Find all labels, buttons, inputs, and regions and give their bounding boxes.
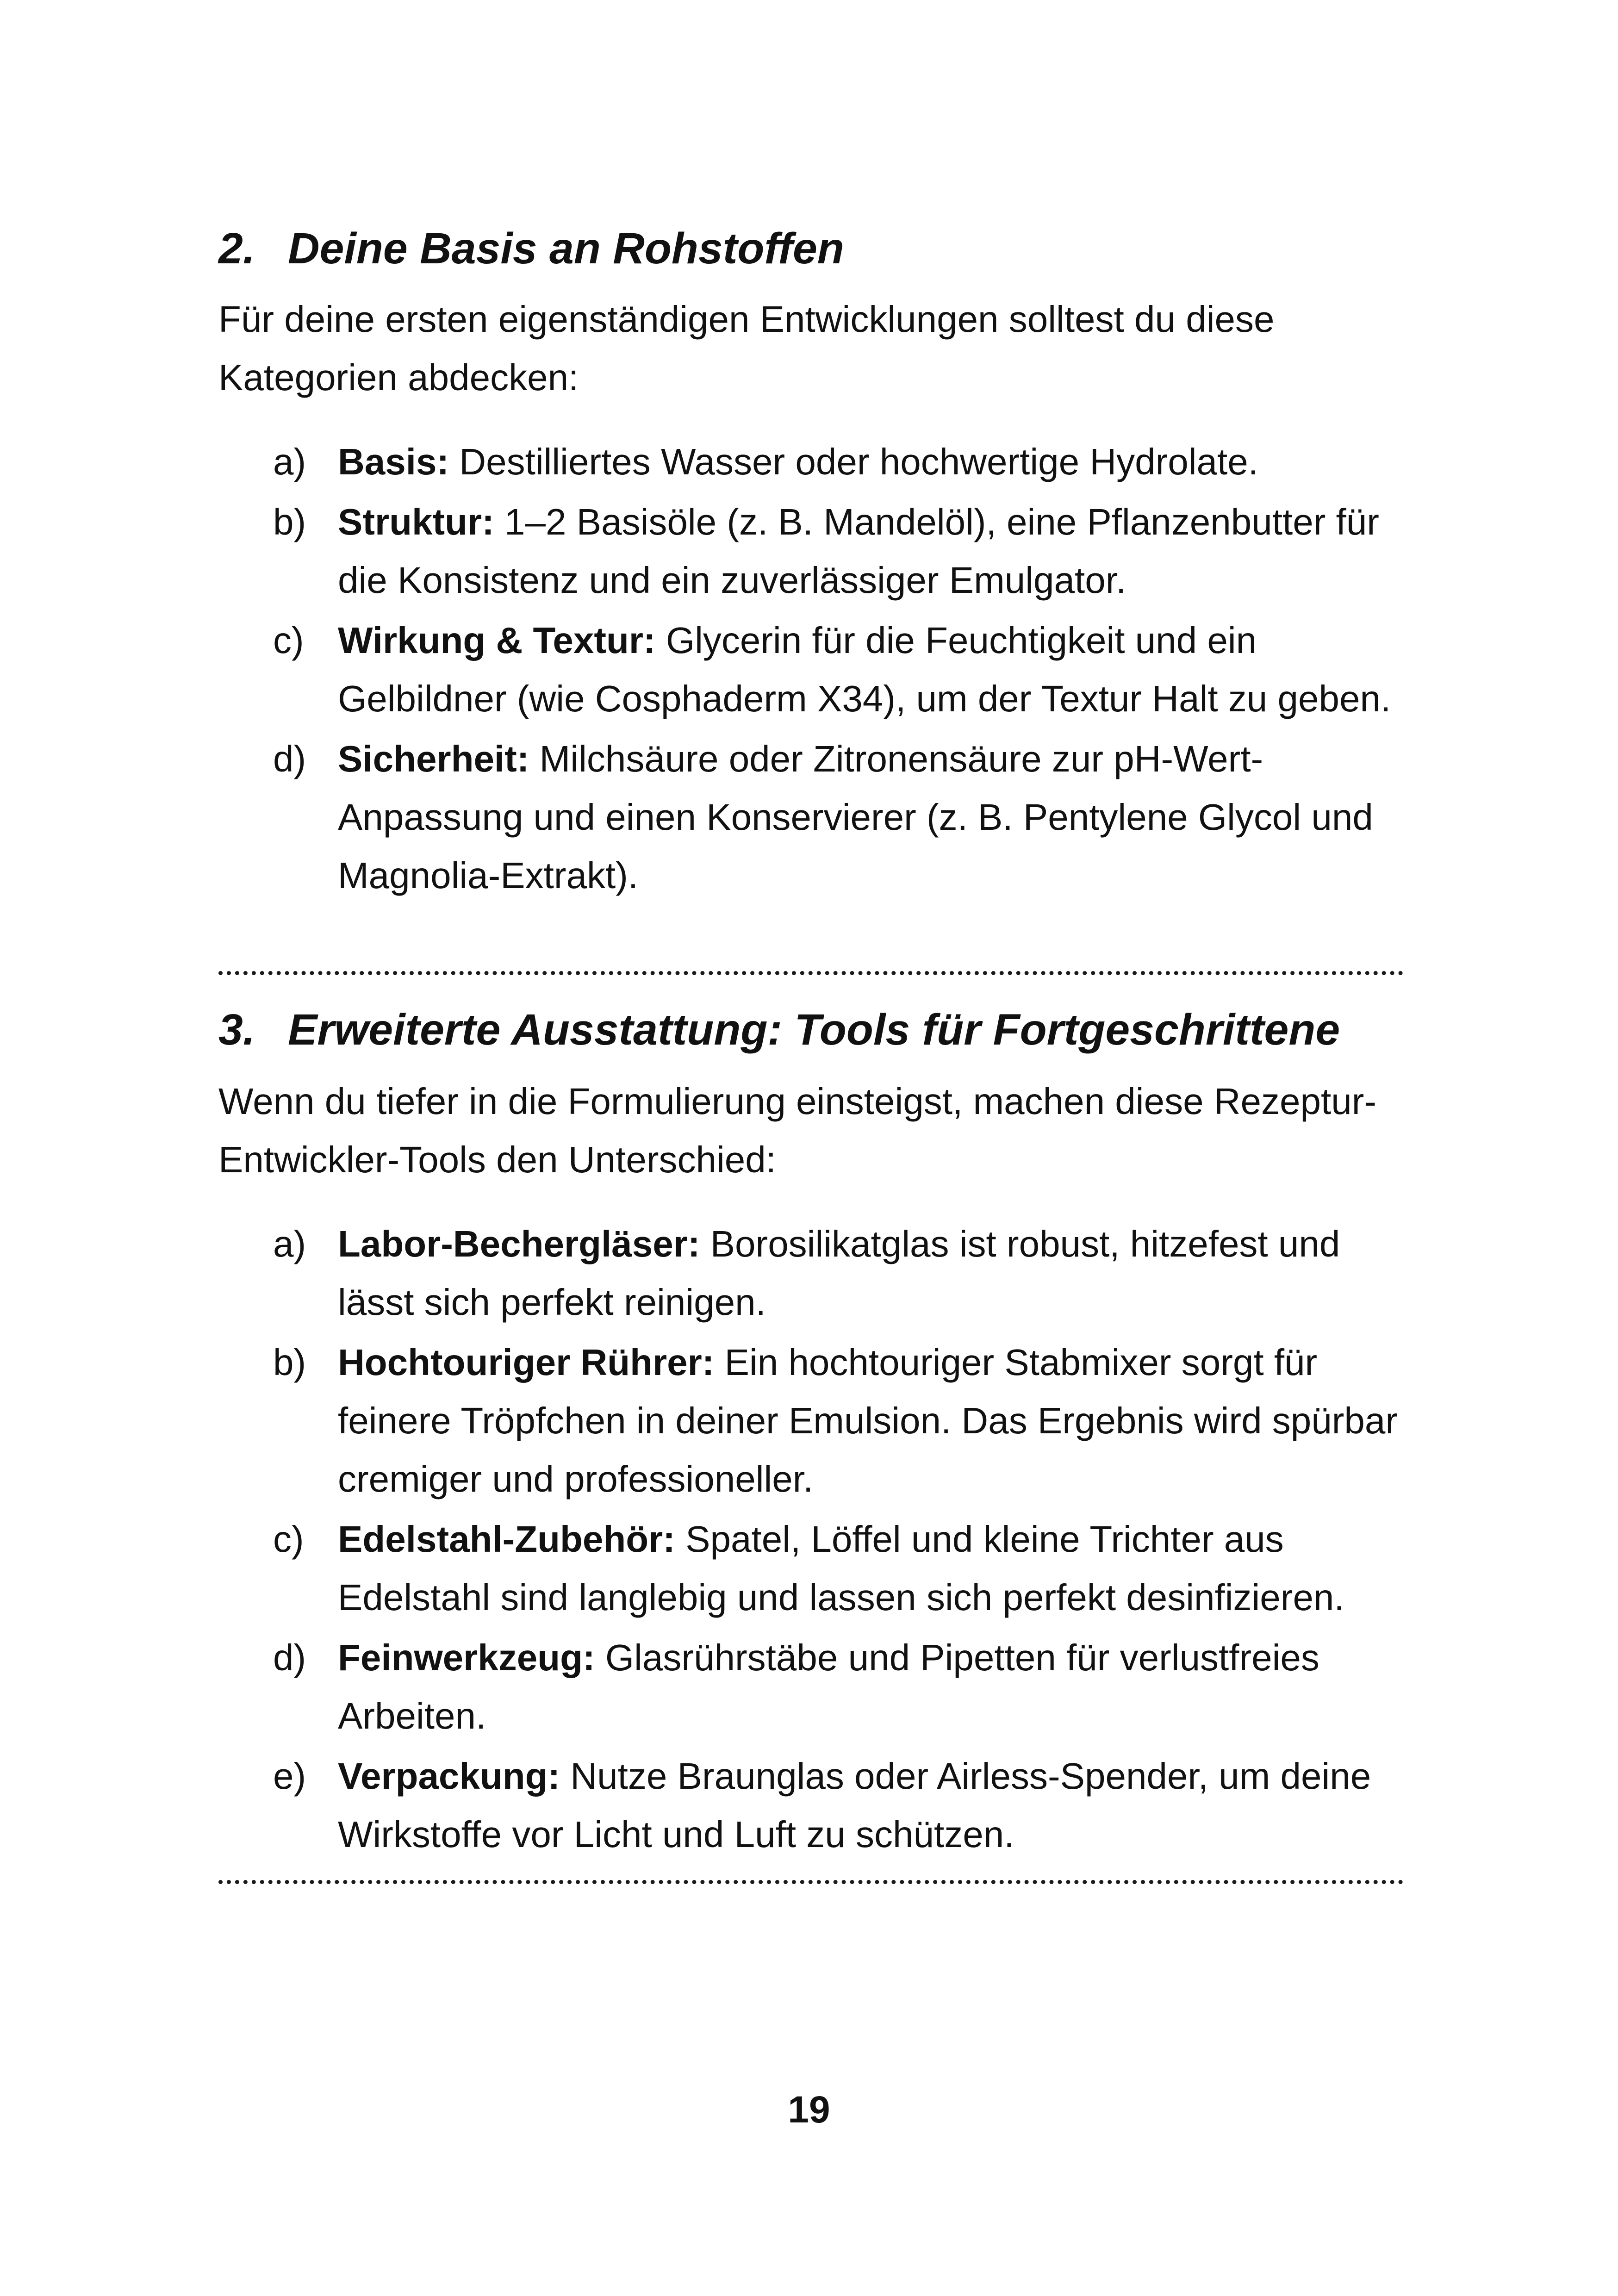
page-number: 19 xyxy=(788,2089,830,2131)
list-text: Milchsäure oder Zitronensäure zur pH-Wert-Anpassung und einen Konservierer (z. B. Pentylene Glycol und Magnolia-Extrakt). xyxy=(338,738,1373,896)
list-text: Ein hochtouriger Stabmixer sorgt für feinere Tröpfchen in deiner Emulsion. Das Ergebnis wird spürbar cremiger und professioneller. xyxy=(338,1342,1398,1500)
list-letter: d) xyxy=(273,738,306,779)
tools-list xyxy=(273,1215,1416,1864)
list-item xyxy=(273,611,1416,728)
list-term: Wirkung & Textur: xyxy=(338,620,656,661)
section-title: Deine Basis an Rohstoffen xyxy=(288,224,844,273)
list-letter: b) xyxy=(273,1342,306,1383)
list-letter: b) xyxy=(273,501,306,542)
list-item xyxy=(273,1333,1416,1508)
list-term: Struktur: xyxy=(338,501,494,542)
list-text: Spatel, Löffel und kleine Trichter aus Edelstahl sind langlebig und lassen sich perfekt desinfizieren. xyxy=(338,1518,1344,1618)
list-text: Borosilikatglas ist robust, hitzefest und lässt sich perfekt reinigen. xyxy=(338,1223,1340,1323)
list-text: 1–2 Basisöle (z. B. Mandelöl), eine Pflanzenbutter für die Konsistenz und ein zuverlässiger Emulgator. xyxy=(338,501,1379,601)
list-letter: e) xyxy=(273,1755,306,1797)
section-heading-tools xyxy=(218,1005,1403,1054)
list-letter: a) xyxy=(273,441,306,482)
list-text: Glasrührstäbe und Pipetten für verlustfreies Arbeiten. xyxy=(338,1637,1319,1736)
list-letter: d) xyxy=(273,1637,306,1678)
list-item xyxy=(273,730,1416,905)
list-letter: c) xyxy=(273,1518,304,1560)
list-item xyxy=(273,1510,1416,1627)
list-item xyxy=(273,1215,1416,1332)
list-text: Destilliertes Wasser oder hochwertige Hydrolate. xyxy=(449,441,1258,482)
section-intro: Für deine ersten eigenständigen Entwicklungen solltest du diese Kategorien abdecken: xyxy=(218,299,1275,398)
list-term: Hochtouriger Rührer: xyxy=(338,1342,715,1383)
list-term: Edelstahl-Zubehör: xyxy=(338,1518,675,1560)
list-text: Nutze Braunglas oder Airless-Spender, um deine Wirkstoffe vor Licht und Luft zu schützen. xyxy=(338,1755,1371,1855)
section-number: 3. xyxy=(218,1005,255,1054)
list-letter: a) xyxy=(273,1223,306,1264)
list-letter: c) xyxy=(273,620,304,661)
list-item xyxy=(273,433,1416,491)
list-term: Verpackung: xyxy=(338,1755,560,1797)
list-item xyxy=(273,493,1416,610)
section-number: 2. xyxy=(218,224,255,273)
section-title: Erweiterte Ausstattung: Tools für Fortgeschrittene xyxy=(288,1005,1340,1054)
section-intro: Wenn du tiefer in die Formulierung einsteigst, machen diese Rezeptur-Entwickler-Tools den Unterschied: xyxy=(218,1081,1377,1180)
list-term: Feinwerkzeug: xyxy=(338,1637,595,1678)
list-item xyxy=(273,1747,1416,1864)
list-item xyxy=(273,1629,1416,1745)
dotted-divider xyxy=(218,971,1403,975)
list-text: Glycerin für die Feuchtigkeit und ein Gelbildner (wie Cosphaderm X34), um der Textur Halt zu geben. xyxy=(338,620,1391,719)
ingredient-list xyxy=(273,433,1416,905)
list-term: Labor-Bechergläser: xyxy=(338,1223,700,1264)
dotted-divider xyxy=(218,1880,1403,1884)
list-term: Sicherheit: xyxy=(338,738,529,779)
section-heading-rohstoffe xyxy=(218,224,1403,273)
list-term: Basis: xyxy=(338,441,449,482)
